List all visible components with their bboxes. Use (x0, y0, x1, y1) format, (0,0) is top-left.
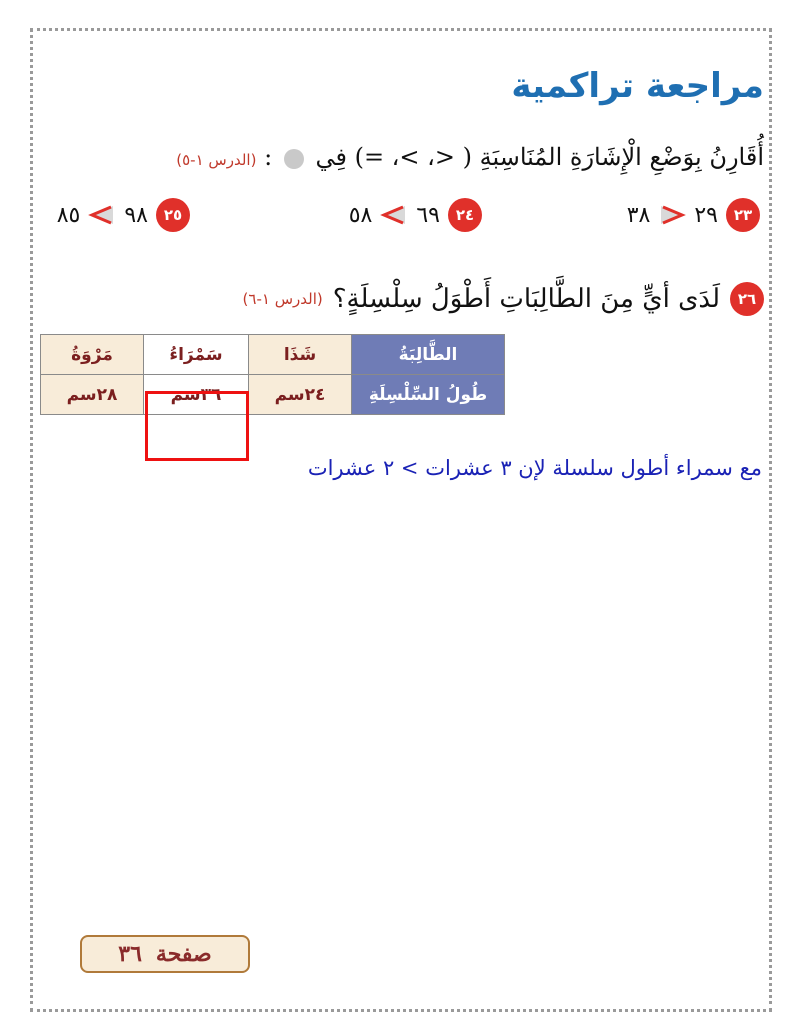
table-cell: شَذَا (249, 335, 352, 375)
exercise-number-badge: ٢٤ (448, 198, 482, 232)
page-number-box (80, 935, 250, 973)
greater-than-icon (658, 203, 686, 227)
lesson-reference: (الدرس ١-٦) (242, 290, 323, 308)
less-than-icon (380, 203, 408, 227)
chain-length-table (40, 334, 505, 415)
table-cell: ٢٨سم (41, 375, 144, 415)
exercise-number-badge: ٢٣ (726, 198, 760, 232)
instruction-line (176, 143, 764, 171)
right-number: ٥٨ (348, 202, 373, 228)
left-number: ٦٩ (416, 202, 440, 228)
page-number: ٣٦ (118, 941, 142, 967)
question-text: لَدَى أيٍّ مِنَ الطَّالِبَاتِ أَطْوَلُ سِلْسِلَةٍ؟ (332, 284, 720, 314)
exercise-23 (627, 198, 760, 232)
table-cell: ٢٤سم (249, 375, 352, 415)
table-cell: ٣٦سم (144, 375, 249, 415)
left-number: ٩٨ (124, 202, 148, 228)
table-header-cell: طُولُ السِّلْسِلَةِ (352, 375, 505, 415)
exercise-number-badge: ٢٥ (156, 198, 190, 232)
lesson-reference: (الدرس ١-٥) (176, 151, 257, 169)
answer-highlight-box (145, 391, 249, 461)
page-border (30, 28, 772, 1012)
section-title: مراجعة تراكمية (511, 66, 764, 106)
right-number: ٣٨ (626, 202, 651, 228)
instruction-text: أُقَارِنُ بِوَضْعِ الْإِشَارَةِ المُنَاسِبَةِ ( <، >، =) فِي (315, 143, 764, 171)
less-than-icon (88, 203, 116, 227)
instruction-colon: : (264, 143, 273, 171)
left-number: ٢٩ (694, 202, 718, 228)
page-label: صفحة (155, 941, 212, 967)
blank-circle-icon (284, 149, 304, 169)
table-header-cell: الطَّالِبَةُ (352, 335, 505, 375)
exercise-24 (349, 198, 482, 232)
question-26 (243, 282, 764, 316)
table-row (41, 335, 505, 375)
question-number-badge: ٢٦ (730, 282, 764, 316)
table-row (41, 375, 505, 415)
table-cell: سَمْرَاءُ (144, 335, 249, 375)
right-number: ٨٥ (56, 202, 81, 228)
handwritten-answer: مع سمراء أطول سلسلة لإن ٣ عشرات > ٢ عشرات (307, 456, 762, 480)
exercise-25 (57, 198, 190, 232)
table-cell: مَرْوَةُ (41, 335, 144, 375)
